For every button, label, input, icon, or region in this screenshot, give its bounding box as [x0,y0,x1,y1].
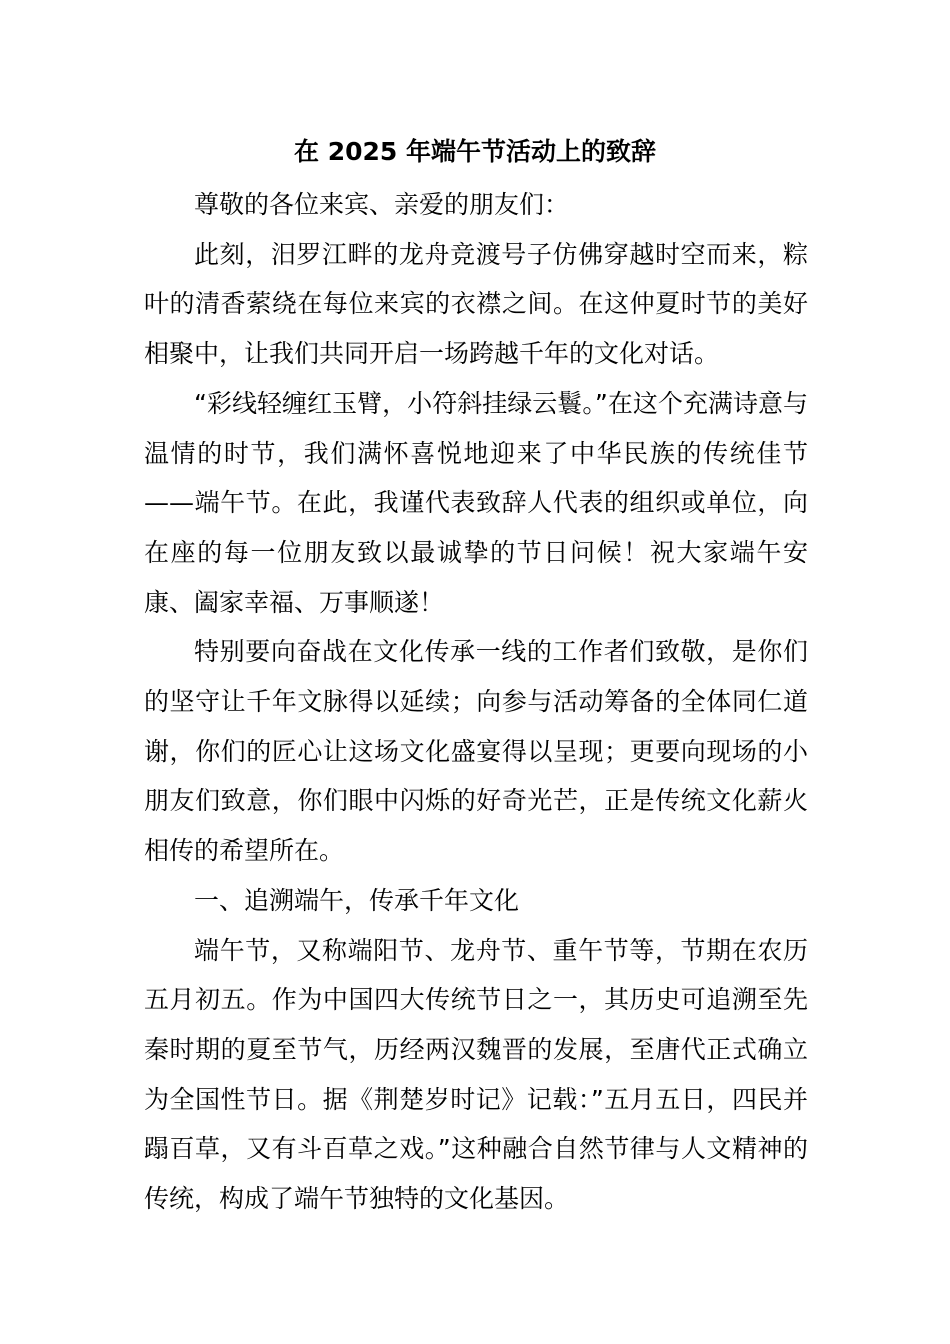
body-paragraph: 特别要向奋战在文化传承一线的工作者们致敬，是你们的坚守让千年文脉得以延续；向参与活动筹备的全体同仁道谢，你们的匠心让这场文化盛宴得以呈现；更要向现场的小朋友们致意，你们眼中闪烁的好奇光芒，正是传统文化薪火相传的希望所在。 [144,637,808,866]
section-heading: 一、追溯端午，传承千年文化 [194,885,520,915]
salutation-paragraph: 尊敬的各位来宾、亲爱的朋友们： [194,190,570,219]
document-body [144,180,808,1224]
body-paragraph: 此刻，汨罗江畔的龙舟竞渡号子仿佛穿越时空而来，粽叶的清香萦绕在每位来宾的衣襟之间。在这仲夏时节的美好相聚中，让我们共同开启一场跨越千年的文化对话。 [144,239,808,369]
body-paragraph: “彩线轻缠红玉臂，小符斜挂绿云鬟。”在这个充满诗意与温情的时节，我们满怀喜悦地迎来了中华民族的传统佳节——端午节。在此，我谨代表致辞人代表的组织或单位，向在座的每一位朋友致以最诚挚的节日问候！祝大家端午安康、阖家幸福、万事顺遂！ [144,388,808,617]
document-title: 在 2025 年端午节活动上的致辞 [294,137,656,166]
body-paragraph: 端午节，又称端阳节、龙舟节、重午节等，节期在农历五月初五。作为中国四大传统节日之一，其历史可追溯至先秦时期的夏至节气，历经两汉魏晋的发展，至唐代正式确立为全国性节日。据《荆楚岁时记》记载：”五月五日，四民并蹋百草，又有斗百草之戏。”这种融合自然节律与人文精神的传统，构成了端午节独特的文化基因。 [144,935,808,1214]
